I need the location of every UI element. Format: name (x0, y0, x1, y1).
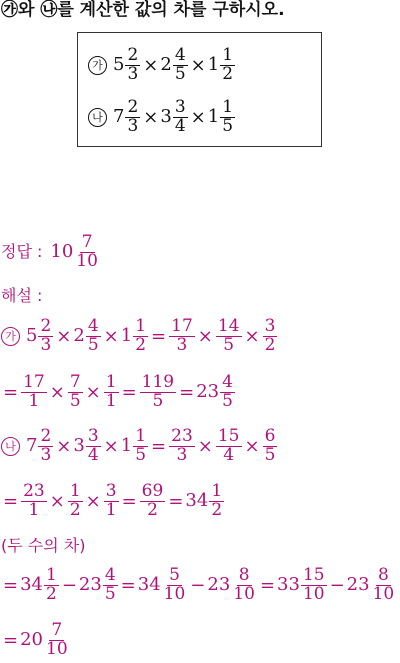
equals-op: = (259, 574, 276, 596)
equals-op: = (121, 381, 137, 403)
equals-op: = (3, 490, 19, 512)
equals-op: = (151, 325, 167, 347)
frac: $\frac{6}{5}$ (264, 426, 276, 465)
times-op: × (143, 54, 159, 76)
num: 1 (120, 435, 133, 457)
ga-whole3: 1 (207, 54, 220, 76)
frac: $\frac{15}{4}$ (217, 426, 240, 465)
frac: $\frac{8}{10}$ (372, 565, 395, 604)
frac: $\frac{15}{10}$ (302, 565, 325, 604)
num: 23 (346, 574, 370, 596)
frac: $\frac{1}{1}$ (105, 372, 117, 411)
num: 34 (20, 574, 43, 596)
frac: $\frac{5}{10}$ (163, 565, 186, 604)
equals-op: = (3, 381, 19, 403)
num: 2 (73, 325, 85, 347)
frac: $\frac{7}{5}$ (69, 372, 81, 411)
times-op: × (49, 490, 65, 512)
num: 3 (73, 435, 85, 457)
frac: $\frac{69}{2}$ (141, 481, 164, 520)
num: 34 (137, 574, 161, 596)
equals-op: = (3, 629, 19, 651)
equals-op: = (179, 381, 195, 403)
frac: $\frac{119}{5}$ (141, 372, 175, 411)
times-op: × (197, 325, 213, 347)
frac: $\frac{17}{1}$ (23, 372, 45, 411)
problem-ga (88, 47, 236, 84)
ga-step1 (1, 318, 278, 355)
ga-step2 (1, 374, 236, 411)
frac: $\frac{2}{3}$ (40, 426, 52, 465)
frac: $\frac{23}{1}$ (23, 481, 45, 520)
equals-op: = (168, 490, 184, 512)
num: 23 (196, 381, 220, 403)
answer-frac: $\frac{7}{10}$ (76, 232, 98, 271)
frac: $\frac{1}{2}$ (46, 565, 57, 604)
problem-box (77, 32, 322, 147)
answer-line (1, 234, 101, 271)
frac: $\frac{1}{2}$ (135, 316, 147, 355)
ga-frac2: $\frac{4}{5}$ (174, 45, 186, 84)
frac: $\frac{3}{4}$ (87, 426, 99, 465)
answer-label: 정답 : (1, 242, 43, 262)
na-step1 (1, 428, 278, 465)
ga-frac1: $\frac{2}{3}$ (127, 45, 139, 84)
frac: $\frac{1}{2}$ (69, 481, 81, 520)
na-icon: 나 (88, 108, 107, 127)
times-op: × (85, 490, 101, 512)
num: 33 (277, 574, 300, 596)
problem-na (88, 99, 236, 136)
ga-icon: 가 (1, 327, 20, 346)
minus-op: − (329, 574, 345, 596)
frac: $\frac{4}{5}$ (87, 316, 99, 355)
diff-step2 (1, 622, 71, 659)
frac: $\frac{17}{3}$ (171, 316, 193, 355)
frac: $\frac{8}{10}$ (233, 565, 255, 604)
na-whole1: 7 (113, 106, 125, 128)
times-op: × (244, 435, 260, 457)
times-op: × (103, 325, 119, 347)
frac: $\frac{23}{3}$ (171, 426, 193, 465)
times-op: × (197, 435, 213, 457)
ga-frac3: $\frac{1}{2}$ (222, 45, 234, 84)
num: 20 (20, 629, 43, 651)
frac: $\frac{1}{2}$ (211, 481, 223, 520)
frac: $\frac{4}{5}$ (104, 565, 116, 604)
ga-whole1: 5 (113, 54, 125, 76)
explanation-label (1, 288, 42, 304)
na-frac3: $\frac{1}{5}$ (222, 97, 234, 136)
na-icon: 나 (1, 437, 20, 456)
times-op: × (85, 381, 101, 403)
diff-label (1, 538, 85, 554)
frac: $\frac{3}{1}$ (105, 481, 117, 520)
frac: $\frac{14}{5}$ (217, 316, 240, 355)
na-whole3: 1 (207, 106, 220, 128)
num: 7 (26, 435, 38, 457)
times-op: × (190, 54, 206, 76)
explanation-text: 해설 : (1, 286, 43, 305)
times-op: × (143, 106, 159, 128)
num: 34 (185, 490, 209, 512)
ga-icon: 가 (88, 56, 107, 75)
minus-op: − (61, 574, 77, 596)
frac: $\frac{4}{5}$ (222, 372, 233, 411)
equals-op: = (151, 435, 167, 457)
frac: $\frac{2}{3}$ (40, 316, 52, 355)
times-op: × (190, 106, 206, 128)
diff-step1 (1, 567, 397, 604)
times-op: × (49, 381, 65, 403)
minus-op: − (190, 574, 206, 596)
num: 23 (207, 574, 231, 596)
equals-op: = (120, 574, 136, 596)
times-op: × (103, 435, 119, 457)
frac: $\frac{1}{5}$ (135, 426, 147, 465)
frac: $\frac{3}{2}$ (264, 316, 276, 355)
equals-op: = (121, 490, 137, 512)
num: 5 (26, 325, 38, 347)
times-op: × (244, 325, 260, 347)
times-op: × (56, 325, 72, 347)
na-step2 (1, 483, 225, 520)
equals-op: = (3, 574, 19, 596)
num: 23 (78, 574, 102, 596)
times-op: × (56, 435, 72, 457)
na-frac1: $\frac{2}{3}$ (127, 97, 139, 136)
frac: $\frac{7}{10}$ (46, 620, 68, 659)
question-label: ㉮와 ㉯를 계산한 값의 차를 구하시오. (1, 0, 285, 20)
ga-whole2: 2 (160, 54, 172, 76)
na-whole2: 3 (160, 106, 172, 128)
question-text (1, 2, 285, 19)
num: 1 (120, 325, 133, 347)
answer-whole: 10 (50, 241, 74, 263)
diff-text: (두 수의 차) (1, 536, 86, 555)
na-frac2: $\frac{3}{4}$ (174, 97, 186, 136)
